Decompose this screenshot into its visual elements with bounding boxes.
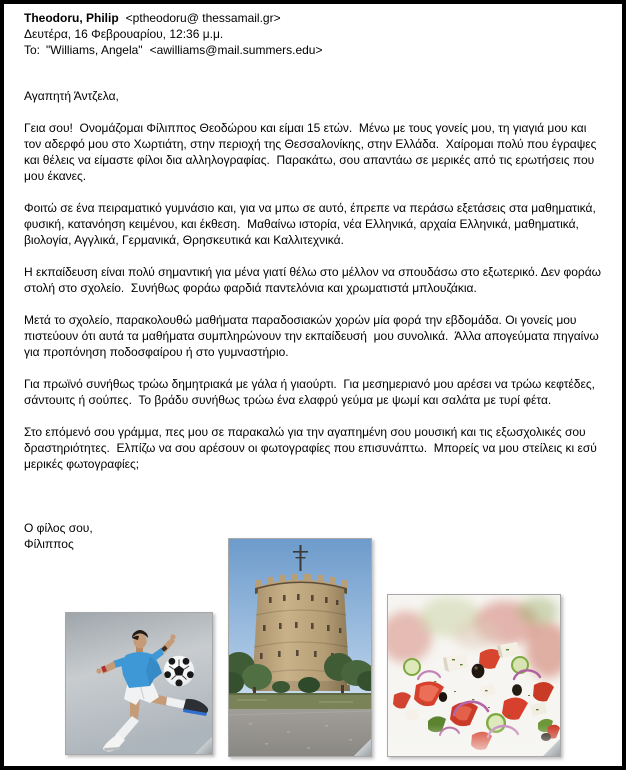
recipient-line (24, 42, 602, 58)
body-paragraph: Φοιτώ σε ένα πειραματικό γυμνάσιο και, για να μπω σε αυτό, έπρεπε να περάσω εξετάσεις στα μαθηματικά, φυσική, κατανόηση κειμένου, και έκθεση. Μαθαίνω ιστορία, νέα Ελληνικά, αρχαία Ελληνικά, μαθηματικά, βιολογία, Αγγλικά, Γερμανικά, Θρησκευτικά και Καλλιτεχνικά. (24, 201, 600, 247)
sender-address: <ptheodoru@ thessamail.gr> (125, 11, 281, 25)
body-paragraph: Γεια σου! Ονομάζομαι Φίλιππος Θεοδώρου και είμαι 15 ετών. Μένω με τους γονείς μου, τη γιαγιά μου και τον αδερφό μου στο Χωρτιάτη, στην περιοχή της Θεσσαλονίκης, στην Ελλάδα. Χαίρομαι πολύ που έγραψες και θέλεις να είμαστε φίλοι δια αλληλογραφίας. Παρακάτω, σου απαντάω σε μερικές από τις ερωτήσεις που μου έκανες. (24, 121, 600, 183)
white-tower-image (229, 539, 371, 756)
email-body (24, 88, 605, 552)
body-paragraph: Η εκπαίδευση είναι πολύ σημαντική για μένα γιατί θέλω στο μέλλον να σπουδάσω στο εξωτερικό. Δεν φοράω στολή στο σχολείο. Συνήθως φοράω φαρδιά παντελόνια και χρωματιστά μπλουζάκια. (24, 265, 605, 295)
recipient-name: "Williams, Angela" (46, 43, 143, 57)
soccer-player-photo (65, 612, 213, 755)
to-label: To: (24, 43, 41, 57)
closing (24, 488, 602, 520)
sender-line (24, 10, 602, 26)
greek-salad-image (388, 595, 560, 756)
closing-line: Ο φίλος σου, (24, 521, 93, 535)
white-tower-photo (228, 538, 372, 757)
body-paragraph: Για πρωϊνό συνήθως τρώω δημητριακά με γάλα ή γιαούρτι. Για μεσημεριανό μου αρέσει να τρώω κεφτέδες, σάντουιτς ή σούπες. Το βράδυ συνήθως τρώω ένα ελαφρύ γεύμα με ψωμί και σαλάτα με τυρί φέτα. (24, 377, 599, 407)
email-header (24, 10, 602, 58)
greeting: Αγαπητή Άντζελα, (24, 89, 119, 103)
soccer-player-image (66, 613, 212, 754)
signature-name: Φίλιππος (24, 537, 74, 551)
date-line: Δευτέρα, 16 Φεβρουαρίου, 12:36 μ.μ. (24, 27, 224, 41)
body-paragraph: Στο επόμενό σου γράμμα, πες μου σε παρακαλώ για την αγαπημένη σου μουσική και τις εξωσχολικές σου δραστηριότητες. Ελπίζω να σου αρέσουν οι φωτογραφίες που επισυνάπτω. Μπορείς να μου στείλεις κι εσύ μερικές φωτογραφίες; (24, 425, 601, 471)
body-paragraph: Μετά το σχολείο, παρακολουθώ μαθήματα παραδοσιακών χορών μία φορά την εβδομάδα. Οι γονείς μου πιστεύουν ότι αυτά τα μαθήματα συμπληρώνουν την εκπαίδευσή μου συνολικά. Άλλα απογεύματα πηγαίνω για προπόνηση ποδοσφαίρου ή στο γυμναστήριο. (24, 313, 603, 359)
sender-name: Theodoru, Philip (24, 11, 119, 25)
recipient-address: <awilliams@mail.summers.edu> (149, 43, 323, 57)
greek-salad-photo (387, 594, 561, 757)
